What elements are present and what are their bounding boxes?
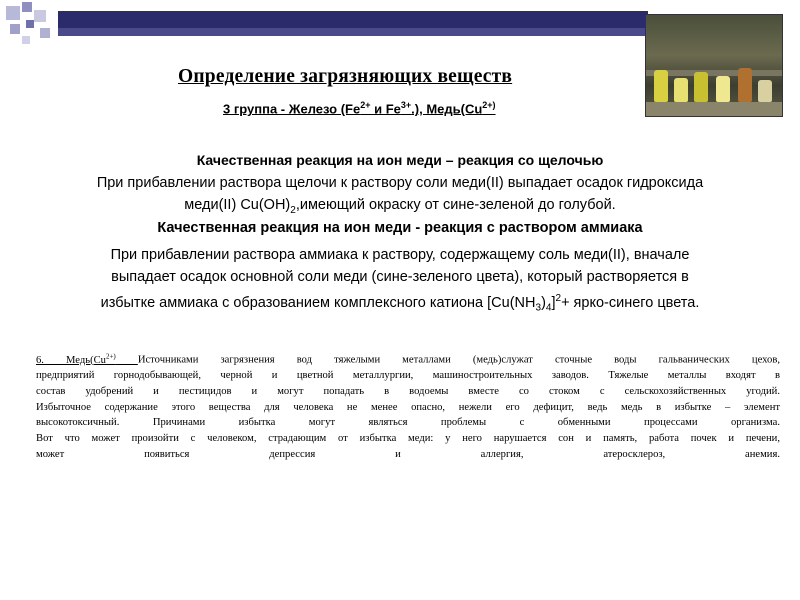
page-subtitle: 3 группа - Железо ($Fe^{2+}$ и $Fe^{3+}$.), $Медь(Cu^{2+)}$	[223, 100, 496, 117]
note-line: Избыточное содержание этого вещества для человека не менее опасно, нежели его дефицит, ведь медь в избытке – элемент	[36, 401, 780, 413]
copper-pollution-note	[36, 349, 780, 462]
header-band-lower	[58, 28, 648, 36]
heading-alkali-reaction: Качественная реакция на ион меди – реакция со щелочью	[196, 152, 604, 168]
paragraph-ammonia-line2: выпадает осадок основной соли меди (сине-зеленого цвета), который растворяется в	[111, 269, 689, 285]
page-title: Определение загрязняющих веществ	[178, 66, 513, 87]
note-line: состав удобрений и пестицидов и могут попадать в водоемы вместе со стоком с сельскохозяйственных угодий.	[36, 385, 780, 397]
corner-decoration	[0, 0, 60, 52]
paragraph-ammonia-line1: При прибавлении раствора аммиака к раствору, содержащему соль меди(II), вначале	[110, 247, 690, 263]
note-line: Вот что может произойти с человеком, страдающим от избытка меди: у него нарушается сон и память, работа почек и печени,	[36, 433, 780, 445]
note-line: высокотоксичный. Причинами избытка могут являться проблемы с обменными процессами организма.	[36, 417, 780, 429]
paragraph-alkali-line2: меди(II) $Cu(OH)_2,имеющий$ окраску от сине-зеленой до голубой.	[184, 197, 616, 216]
paragraph-ammonia-line3: избытке аммиака с образованием комплексного катиона $[Cu(NH_3)_4]^2+$ ярко-синего цвета.	[100, 293, 700, 314]
note-label: 6. $Медь(Cu^{2+)}$	[36, 352, 116, 366]
lab-photo	[645, 14, 783, 117]
note-line: 6. $Медь(Cu^{2+)}$ Источниками загрязнения вод тяжелыми металлами (медь)служат сточные воды гальванических цехов,	[36, 352, 780, 366]
paragraph-alkali-line1: При прибавлении раствора щелочи к раствору соли меди(II) выпадает осадок гидроксида	[96, 175, 704, 191]
note-line: может появиться депрессия и аллергия, атеросклероз, анемия.	[36, 448, 780, 460]
heading-ammonia-reaction: Качественная реакция на ион меди - реакция с раствором аммиака	[157, 220, 643, 236]
header-band	[58, 11, 648, 28]
note-line: предприятий горнодобывающей, черной и цветной металлургии, машиностроительных заводов. Тяжелые металлы входят в	[36, 370, 780, 382]
